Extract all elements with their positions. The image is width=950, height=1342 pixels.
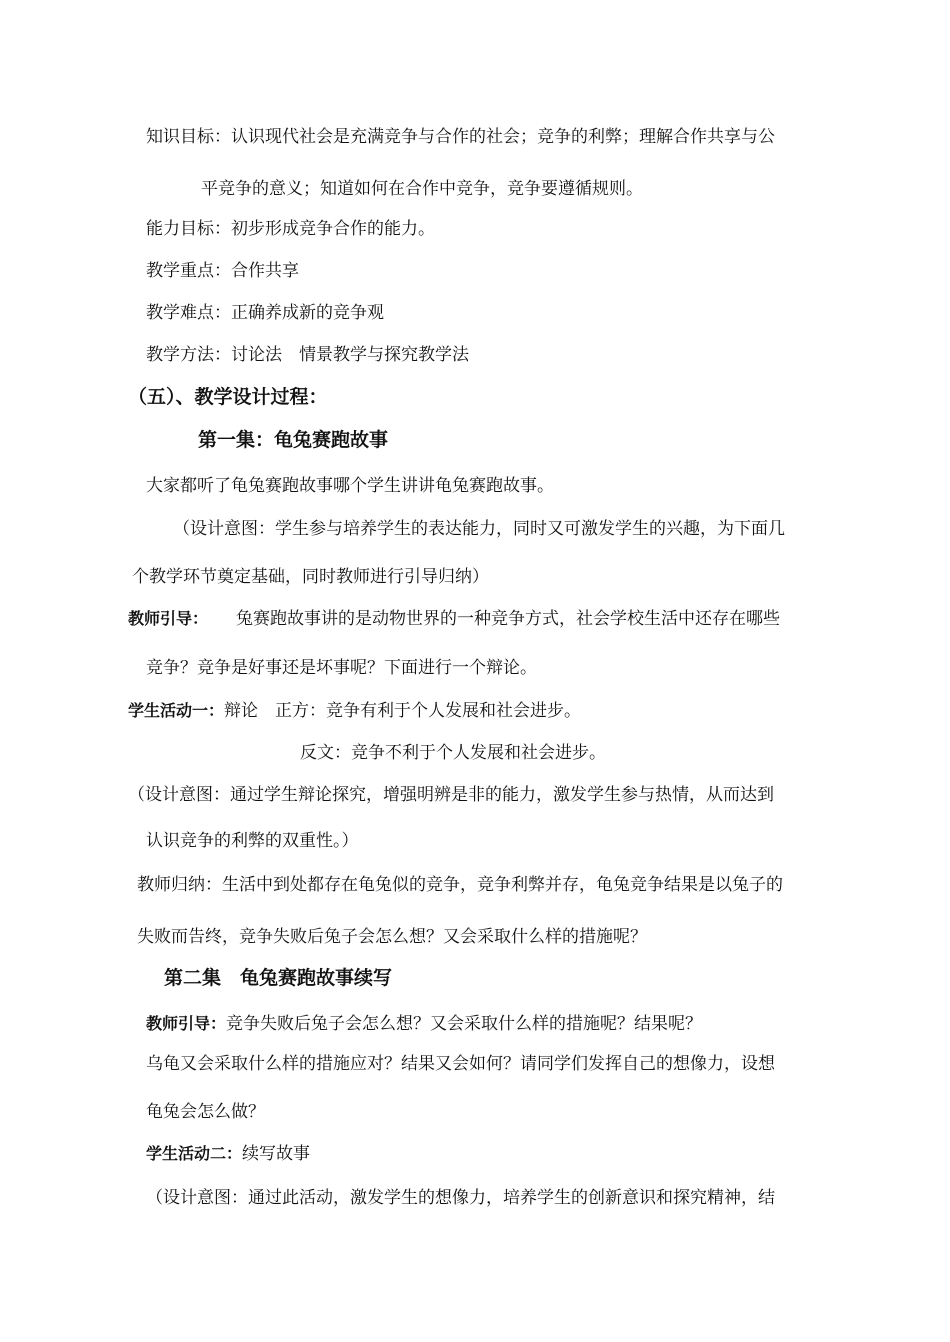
teacher-summary-line-2: 失败而告终，竞争失败后兔子会怎么想？又会采取什么样的措施呢？ (137, 927, 647, 947)
story-intro: 大家都听了龟兔赛跑故事哪个学生讲讲龟兔赛跑故事。 (146, 476, 554, 496)
design-intent-3-line-1: （设计意图：通过此活动，激发学生的想像力，培养学生的创新意识和探究精神，结 (146, 1188, 775, 1208)
teacher-guide-label: 教师引导： (128, 609, 209, 628)
knowledge-goal-line-1: 知识目标：认识现代社会是充满竞争与合作的社会；竞争的利弊；理解合作共享与公 (146, 127, 775, 147)
teacher-guide-1 (128, 607, 780, 631)
episode-one-heading: 第一集：龟兔赛跑故事 (198, 429, 389, 451)
teacher-guide-1-cont: 竞争？竞争是好事还是坏事呢？下面进行一个辩论。 (146, 658, 537, 678)
design-intent-2-line-1: （设计意图：通过学生辩论探究，增强明辨是非的能力，激发学生参与热情，从而达到 (128, 785, 774, 805)
debate-negative-side: 反文：竞争不利于个人发展和社会进步。 (300, 743, 606, 763)
student-activity-1-text: 辩论 正方：竞争有利于个人发展和社会进步。 (224, 701, 582, 721)
teacher-guide-2 (146, 1012, 702, 1036)
teacher-guide-2-cont-2: 龟兔会怎么做？ (146, 1102, 265, 1122)
design-intent-2-line-2: 认识竞争的利弊的双重性。） (146, 831, 359, 851)
student-activity-2-text: 续写故事 (242, 1144, 311, 1164)
student-activity-1 (128, 699, 581, 723)
section-heading-design-process: （五）、教学设计过程： (128, 386, 328, 408)
teaching-difficulty: 教学难点：正确养成新的竞争观 (146, 303, 384, 323)
teacher-guide-2-cont-1: 乌龟又会采取什么样的措施应对？结果又会如何？请同学们发挥自己的想像力，设想 (146, 1054, 775, 1074)
teacher-guide-text: 兔赛跑故事讲的是动物世界的一种竞争方式，社会学校生活中还存在哪些 (236, 609, 781, 629)
student-activity-1-label: 学生活动一： (128, 701, 225, 720)
teacher-guide-2-label: 教师引导： (146, 1014, 227, 1033)
episode-two-heading: 第二集 龟兔赛跑故事续写 (164, 967, 393, 989)
teacher-summary-line-1: 教师归纳：生活中到处都存在龟兔似的竞争，竞争利弊并存，龟兔竞争结果是以兔子的 (137, 875, 783, 895)
student-activity-2 (146, 1142, 310, 1166)
ability-goal: 能力目标：初步形成竞争合作的能力。 (146, 219, 435, 239)
design-intent-1-line-2: 个教学环节奠定基础，同时教师进行引导归纳） (132, 567, 489, 587)
design-intent-1-line-1: （设计意图：学生参与培养学生的表达能力，同时又可激发学生的兴趣，为下面几 (173, 519, 785, 539)
teaching-method: 教学方法：讨论法 情景教学与探究教学法 (146, 345, 469, 365)
knowledge-goal-line-2: 平竞争的意义；知道如何在合作中竞争，竞争要遵循规则。 (201, 179, 643, 199)
teacher-guide-2-text: 竞争失败后兔子会怎么想？又会采取什么样的措施呢？结果呢？ (226, 1014, 703, 1034)
teaching-key-point: 教学重点：合作共享 (146, 261, 299, 281)
student-activity-2-label: 学生活动二： (146, 1144, 243, 1163)
